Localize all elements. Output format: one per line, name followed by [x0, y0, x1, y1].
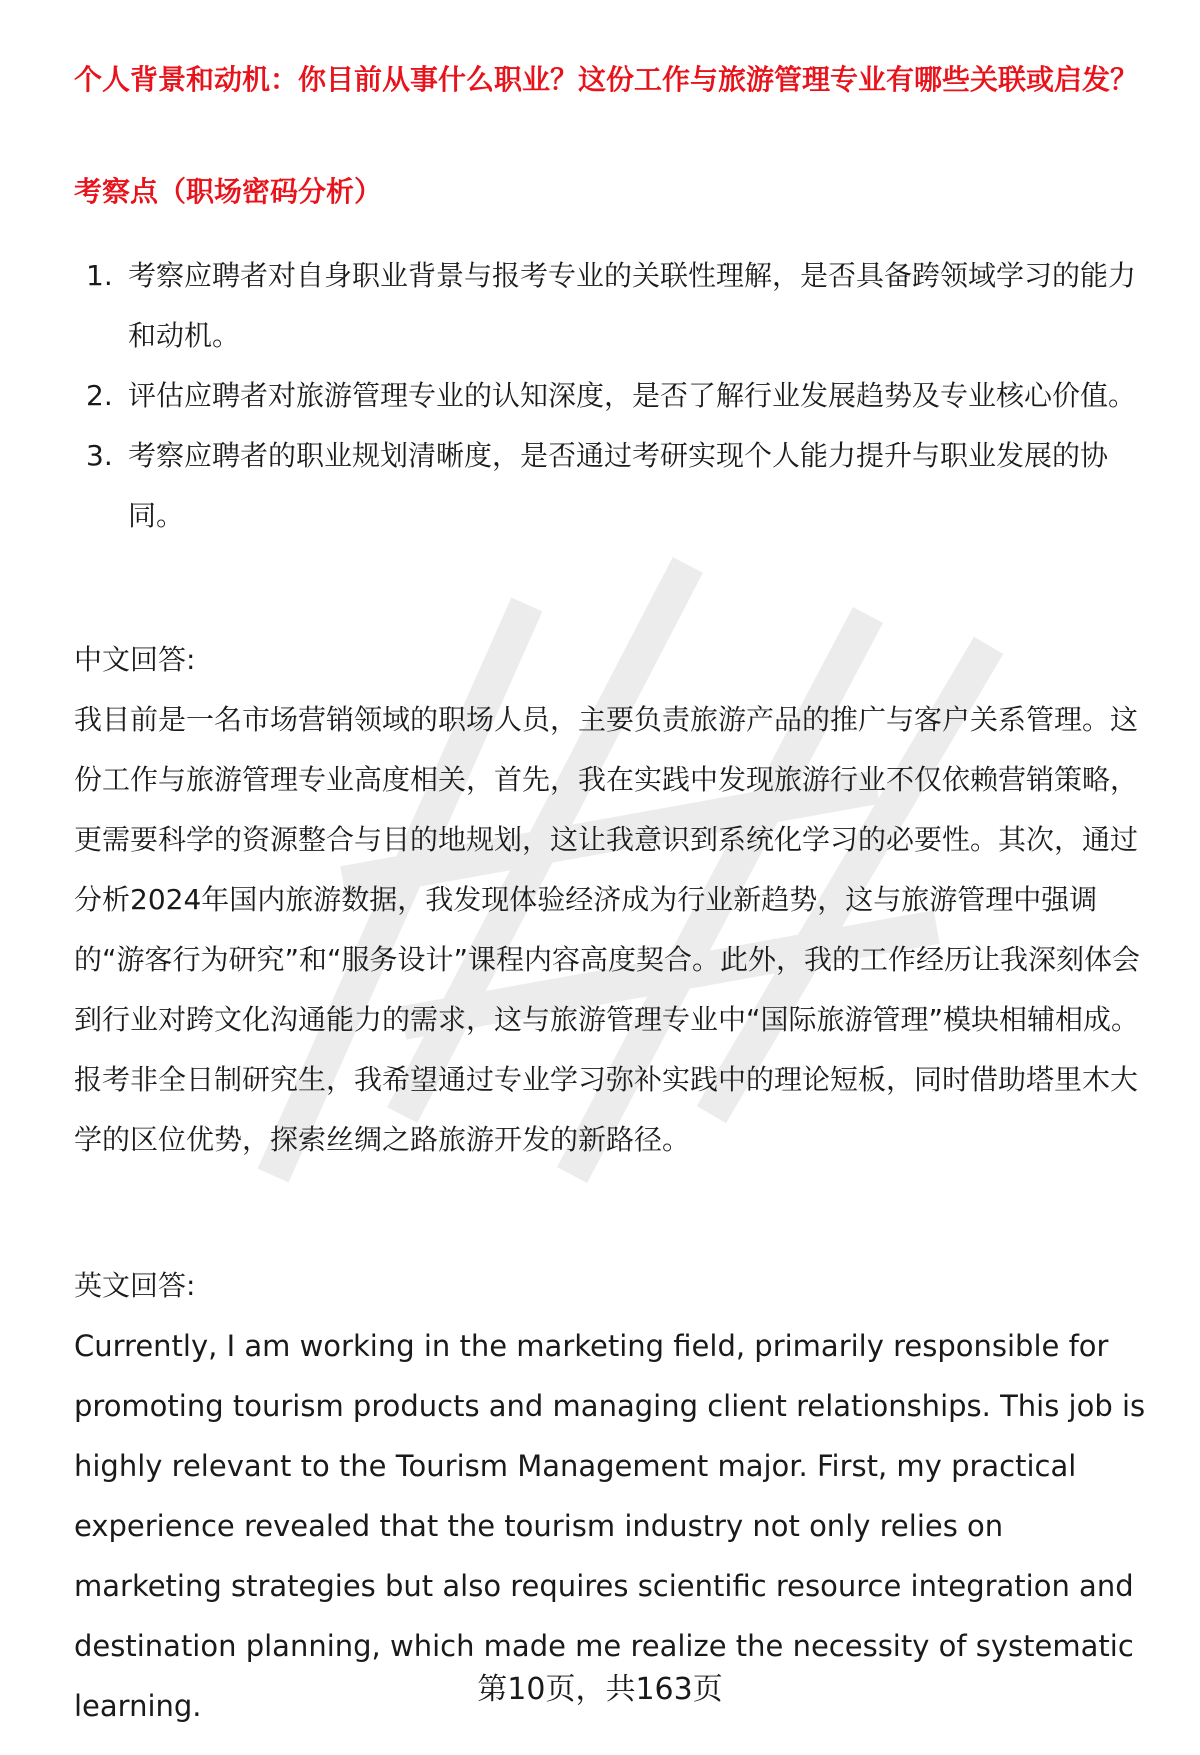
- english-answer-text: Currently, I am working in the marketing field, primarily responsible for promoting tourism products and managing client relationships. This job is highly relevant to the Tourism Management major. First, my practical experience revealed that the tourism industry not only relies on marketing strategies but also requires scientific resource integration and destination planning, which made me realize the necessity of systematic learning.: [74, 1329, 1146, 1723]
- list-item-text: 考察应聘者的职业规划清晰度，是否通过考研实现个人能力提升与职业发展的协同。: [128, 439, 1109, 532]
- list-item-text: 考察应聘者对自身职业背景与报考专业的关联性理解，是否具备跨领域学习的能力和动机。: [128, 259, 1137, 352]
- assessment-heading: 考察点（职场密码分析）: [74, 175, 383, 208]
- question-heading: 个人背景和动机：你目前从事什么职业？这份工作与旅游管理专业有哪些关联或启发？: [74, 63, 1139, 96]
- list-item: [74, 366, 1154, 426]
- list-item-text: 评估应聘者对旅游管理专业的认知深度，是否了解行业发展趋势及专业核心价值。: [128, 379, 1137, 412]
- chinese-answer-text: 我目前是一名市场营销领域的职场人员，主要负责旅游产品的推广与客户关系管理。这份工作与旅游管理专业高度相关，首先，我在实践中发现旅游行业不仅依赖营销策略，更需要科学的资源整合与目的地规划，这让我意识到系统化学习的必要性。其次，通过分析2024年国内旅游数据，我发现体验经济成为行业新趋势，这与旅游管理中强调的“游客行为研究”和“服务设计”课程内容高度契合。此外，我的工作经历让我深刻体会到行业对跨文化沟通能力的需求，这与旅游管理专业中“国际旅游管理”模块相辅相成。报考非全日制研究生，我希望通过专业学习弥补实践中的理论短板，同时借助塔里木大学的区位优势，探索丝绸之路旅游开发的新路径。: [74, 703, 1141, 1156]
- page-number-footer: 第10页，共163页: [477, 1672, 723, 1707]
- list-number: 2.: [86, 379, 113, 412]
- list-number: 1.: [86, 259, 113, 292]
- chinese-answer-label: 中文回答:: [74, 643, 196, 676]
- assessment-list: [74, 246, 1154, 546]
- list-number: 3.: [86, 439, 113, 472]
- list-item: [74, 426, 1154, 546]
- list-item: [74, 246, 1154, 366]
- english-answer-label: 英文回答:: [74, 1269, 196, 1302]
